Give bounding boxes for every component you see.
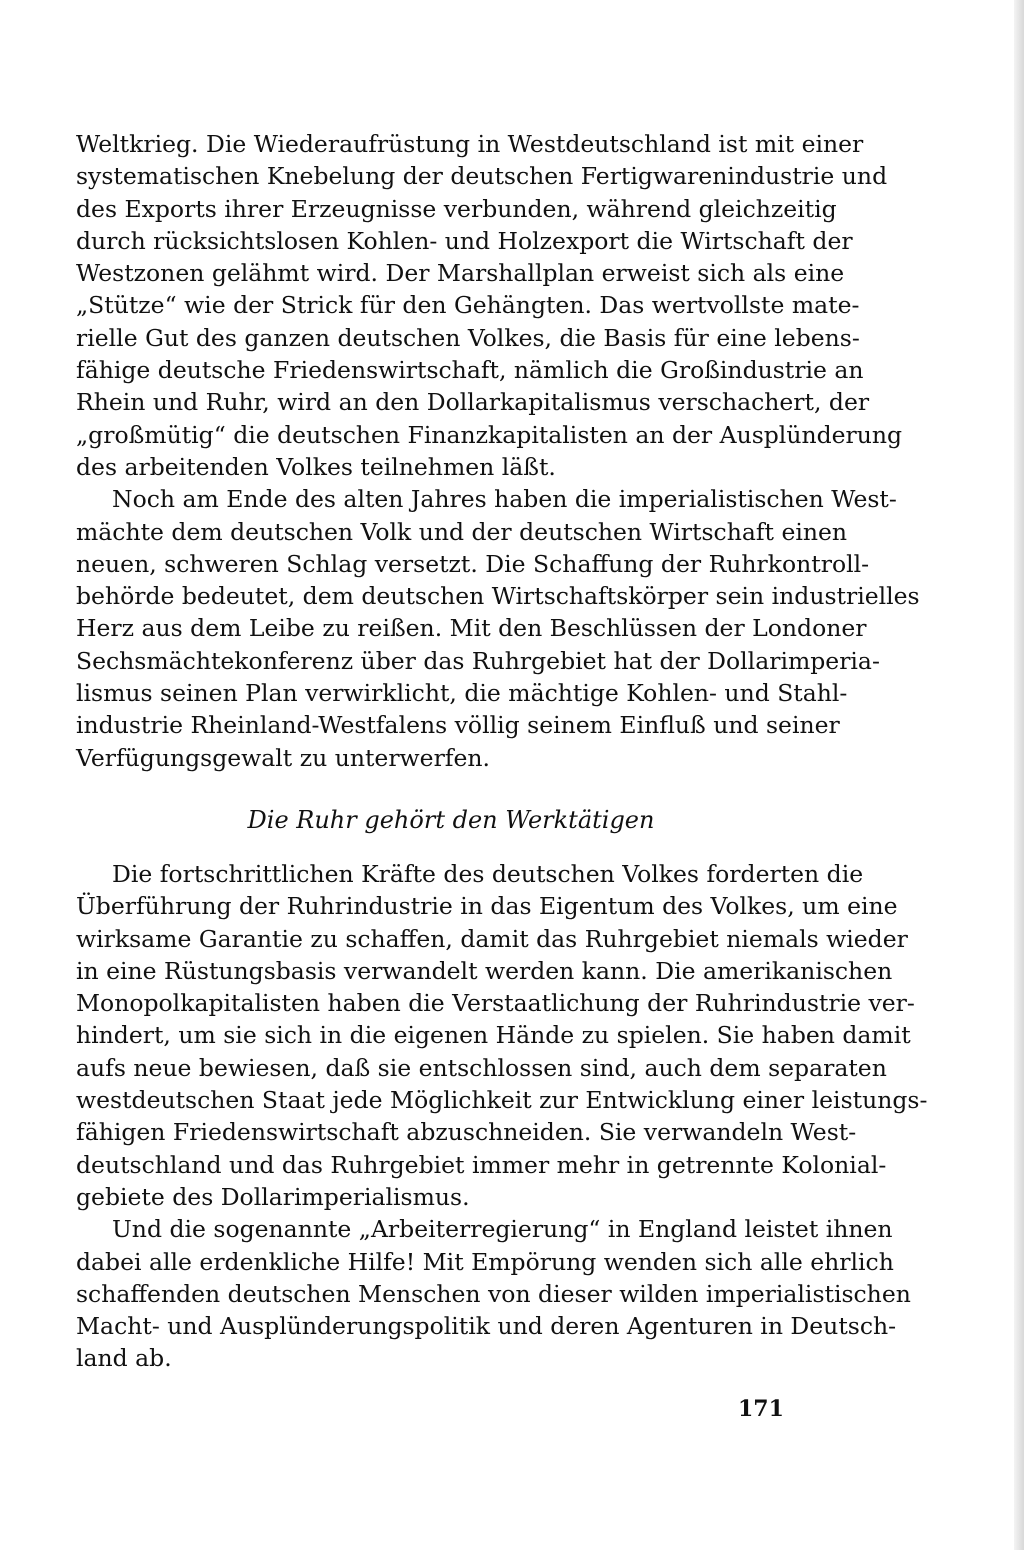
body-text-bottom (76, 858, 928, 1375)
text-line: land ab. (76, 1344, 172, 1373)
text-line: behörde bedeutet, dem deutschen Wirtschaftskörper sein industrielles (76, 582, 920, 611)
paragraph (76, 128, 903, 483)
text-line: Rhein und Ruhr, wird an den Dollarkapitalismus verschachert, der (76, 388, 870, 417)
text-line: Noch am Ende des alten Jahres haben die imperialistischen West- (112, 485, 897, 514)
text-line: Westzonen gelähmt wird. Der Marshallplan erweist sich als eine (76, 259, 845, 288)
text-line: „großmütig“ die deutschen Finanzkapitalisten an der Ausplünderung (76, 420, 903, 449)
text-line: lismus seinen Plan verwirklicht, die mächtige Kohlen- und Stahl- (76, 679, 848, 708)
text-line: Monopolkapitalisten haben die Verstaatlichung der Ruhrindustrie ver- (76, 989, 915, 1018)
text-line: westdeutschen Staat jede Möglichkeit zur Entwicklung einer leistungs- (76, 1086, 928, 1115)
body-text-top (76, 128, 920, 774)
text-line: wirksame Garantie zu schaffen, damit das Ruhrgebiet niemals wieder (76, 924, 908, 953)
text-line: gebiete des Dollarimperialismus. (76, 1182, 470, 1211)
text-line: Überführung der Ruhrindustrie in das Eigentum des Volkes, um eine (76, 892, 898, 921)
page-edge-shadow (1014, 0, 1024, 1550)
text-line: durch rücksichtslosen Kohlen- und Holzexport die Wirtschaft der (76, 226, 853, 255)
paragraph (76, 483, 920, 774)
text-line: des Exports ihrer Erzeugnisse verbunden, während gleichzeitig (76, 194, 837, 223)
text-line: Sechsmächtekonferenz über das Ruhrgebiet hat der Dollarimperia- (76, 646, 880, 675)
text-line: aufs neue bewiesen, daß sie entschlossen sind, auch dem separaten (76, 1053, 887, 1082)
text-line: des arbeitenden Volkes teilnehmen läßt. (76, 452, 556, 481)
text-line: industrie Rheinland-Westfalens völlig seinem Einfluß und seiner (76, 711, 840, 740)
text-line: Herz aus dem Leibe zu reißen. Mit den Beschlüssen der Londoner (76, 614, 867, 643)
section-heading: Die Ruhr gehört den Werktätigen (247, 806, 655, 834)
paragraph (76, 1213, 911, 1374)
text-line: „Stütze“ wie der Strick für den Gehängten. Das wertvollste mate- (76, 291, 860, 320)
text-line: hindert, um sie sich in die eigenen Hände zu spielen. Sie haben damit (76, 1021, 911, 1050)
text-line: Weltkrieg. Die Wiederaufrüstung in Westdeutschland ist mit einer (76, 130, 864, 158)
text-line: deutschland und das Ruhrgebiet immer mehr in getrennte Kolonial- (76, 1150, 887, 1179)
text-line: Macht- und Ausplünderungspolitik und deren Agenturen in Deutsch- (76, 1312, 897, 1341)
text-line: Verfügungsgewalt zu unterwerfen. (76, 743, 491, 772)
text-line: rielle Gut des ganzen deutschen Volkes, die Basis für eine lebens- (76, 323, 860, 352)
text-line: fähigen Friedenswirtschaft abzuschneiden. Sie verwandeln West- (76, 1118, 857, 1147)
text-line: fähige deutsche Friedenswirtschaft, nämlich die Großindustrie an (76, 356, 864, 385)
text-line: Und die sogenannte „Arbeiterregierung“ in England leistet ihnen (112, 1215, 893, 1244)
page-number: 171 (738, 1396, 784, 1422)
paragraph (76, 858, 928, 1213)
text-line: mächte dem deutschen Volk und der deutschen Wirtschaft einen (76, 517, 848, 546)
text-line: in eine Rüstungsbasis verwandelt werden kann. Die amerikanischen (76, 956, 893, 985)
text-line: schaffenden deutschen Menschen von dieser wilden imperialistischen (76, 1279, 911, 1308)
text-line: neuen, schweren Schlag versetzt. Die Schaffung der Ruhrkontroll- (76, 549, 870, 578)
text-line: Die fortschrittlichen Kräfte des deutschen Volkes forderten die (112, 860, 864, 888)
text-line: dabei alle erdenkliche Hilfe! Mit Empörung wenden sich alle ehrlich (76, 1247, 894, 1276)
text-line: systematischen Knebelung der deutschen Fertigwarenindustrie und (76, 162, 888, 191)
